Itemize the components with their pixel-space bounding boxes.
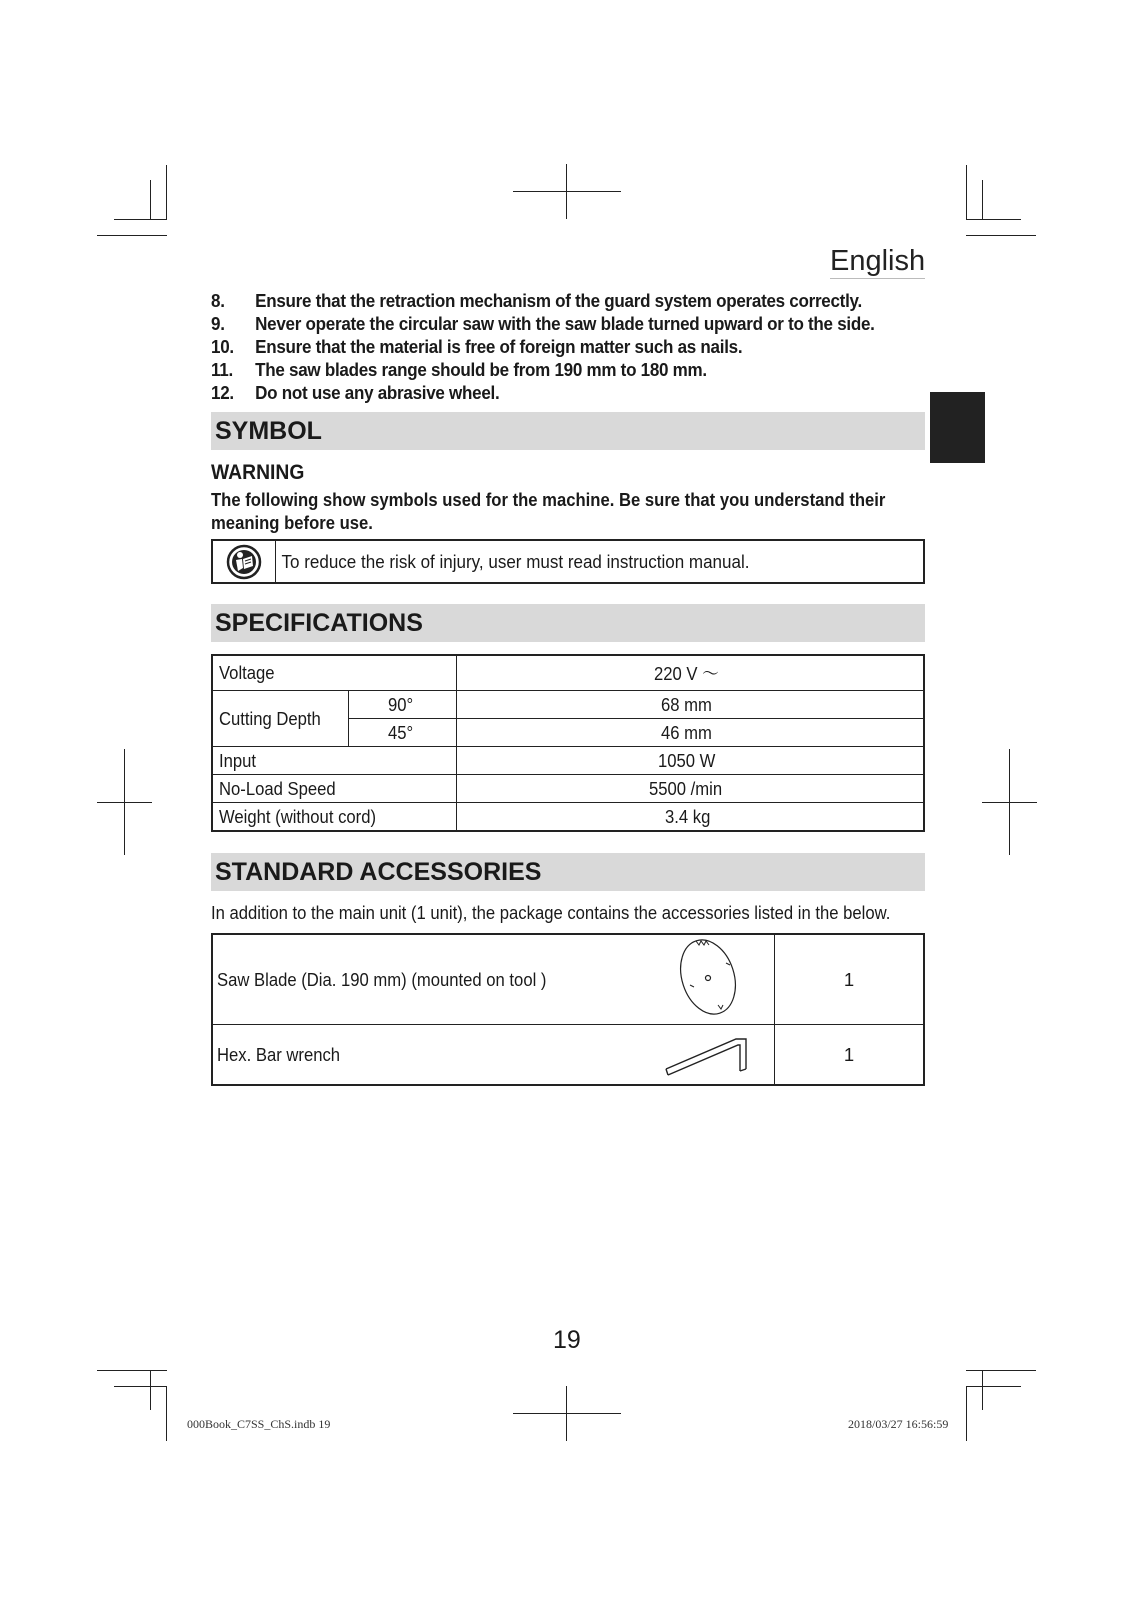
saw-blade-icon	[668, 935, 748, 1019]
table-row	[212, 747, 924, 775]
symbol-description: To reduce the risk of injury, user must read instruction manual.	[281, 551, 750, 572]
list-item: 11. The saw blades range should be from 190 mm to 180 mm.	[211, 359, 707, 380]
warning-text: The following show symbols used for the machine. Be sure that you understand their meaning before use.	[211, 489, 886, 533]
weight-value: 3.4 kg	[664, 805, 710, 827]
language-tab-marker	[930, 392, 985, 463]
weight-label: Weight (without cord)	[219, 805, 377, 827]
language-label: English	[830, 245, 926, 277]
depth-90: 68 mm	[661, 693, 713, 715]
accessory-qty: 1	[775, 1025, 925, 1086]
accessory-name: Hex. Bar wrench	[217, 1043, 341, 1065]
voltage-value: 220 V ～	[653, 663, 719, 684]
table-row	[212, 691, 924, 719]
list-item: 9. Never operate the circular saw with the saw blade turned upward or to the side.	[211, 313, 875, 334]
angle-90: 90°	[388, 693, 414, 715]
read-manual-icon	[213, 541, 276, 582]
table-row	[212, 934, 924, 1025]
accessories-intro: In addition to the main unit (1 unit), the package contains the accessories listed in the below.	[211, 902, 891, 923]
accessories-table	[211, 933, 925, 1086]
table-row	[212, 655, 924, 691]
accessory-qty: 1	[775, 934, 925, 1025]
footer-timestamp: 2018/03/27 16:56:59	[848, 1417, 949, 1431]
footer-file: 000Book_C7SS_ChS.indb 19	[187, 1417, 331, 1431]
input-value: 1050 W	[657, 749, 716, 771]
accessories-heading: STANDARD ACCESSORIES	[211, 853, 925, 891]
specifications-table	[211, 654, 925, 832]
list-item: 10. Ensure that the material is free of foreign matter such as nails.	[211, 336, 743, 357]
accessory-name: Saw Blade (Dia. 190 mm) (mounted on tool )	[217, 968, 547, 990]
table-row	[212, 803, 924, 832]
depth-45: 46 mm	[661, 721, 713, 743]
input-label: Input	[219, 749, 257, 771]
speed-label: No-Load Speed	[219, 777, 336, 799]
warning-title: WARNING	[211, 461, 305, 484]
symbol-table	[211, 539, 925, 584]
speed-value: 5500 /min	[649, 777, 723, 799]
hex-wrench-icon	[658, 1025, 758, 1079]
table-row	[212, 1025, 924, 1086]
page-number: 19	[553, 1326, 581, 1354]
angle-45: 45°	[388, 721, 414, 743]
table-row	[212, 775, 924, 803]
specifications-heading: SPECIFICATIONS	[211, 604, 925, 642]
voltage-label: Voltage	[219, 662, 275, 683]
list-item: 12. Do not use any abrasive wheel.	[211, 382, 500, 403]
list-item: 8. Ensure that the retraction mechanism of the guard system operates correctly.	[211, 290, 862, 311]
safety-list	[211, 289, 931, 404]
symbol-heading: SYMBOL	[211, 412, 925, 450]
cutting-depth-label: Cutting Depth	[219, 707, 321, 729]
